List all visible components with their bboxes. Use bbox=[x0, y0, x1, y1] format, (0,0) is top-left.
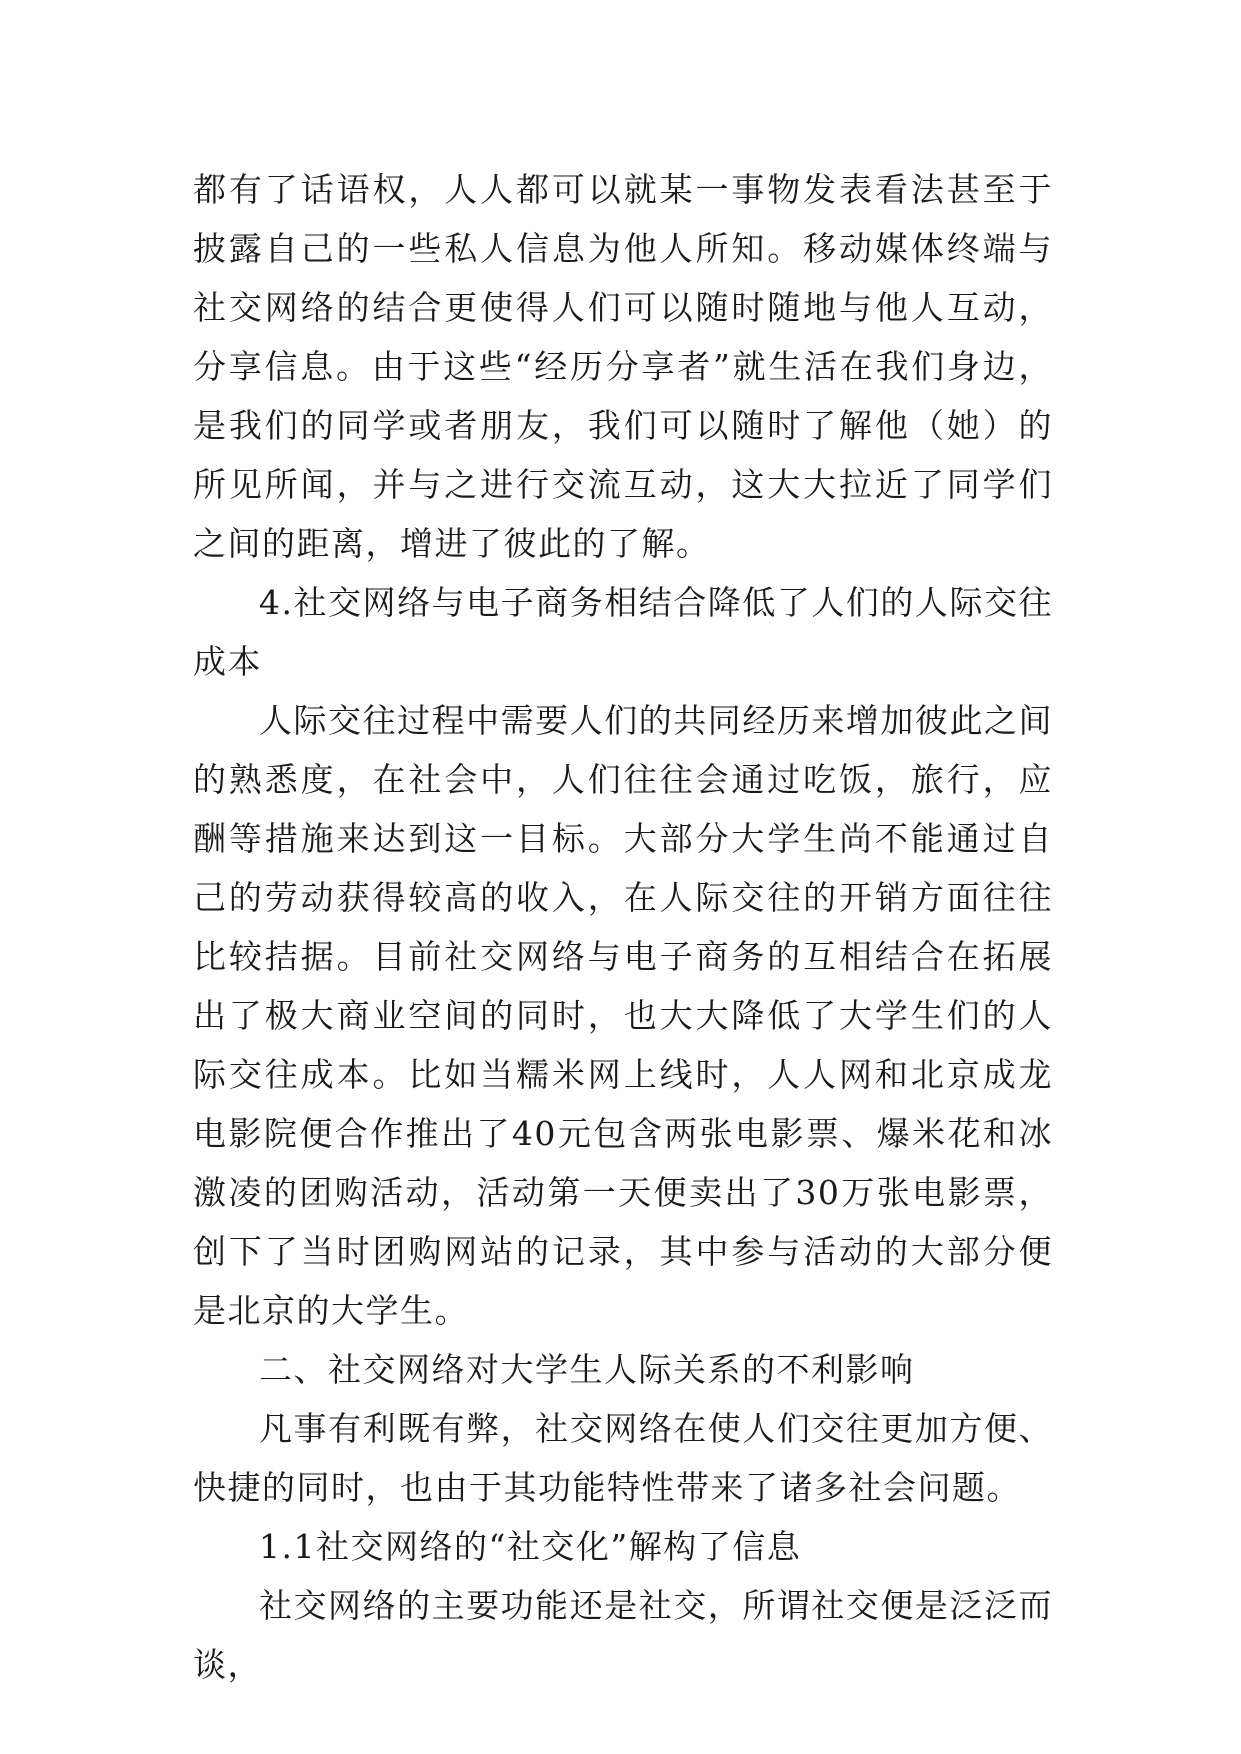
section-heading-1-1: 1.1社交网络的“社交化”解构了信息 bbox=[259, 1527, 802, 1566]
body-paragraph-4: 社交网络的主要功能还是社交，所谓社交便是泛泛而谈， bbox=[193, 1586, 1053, 1684]
section-heading-4: 4.社交网络与电子商务相结合降低了人们的人际交往成本 bbox=[193, 583, 1053, 681]
body-paragraph-3: 凡事有利既有弊，社交网络在使人们交往更加方便、快捷的同时，也由于其功能特性带来了诸多社会问题。 bbox=[193, 1409, 1053, 1507]
body-paragraph-2: 人际交往过程中需要人们的共同经历来增加彼此之间的熟悉度，在社会中，人们往往会通过吃饭，旅行，应酬等措施来达到这一目标。大部分大学生尚不能通过自己的劳动获得较高的收入，在人际交往的开销方面往往比较拮据。目前社交网络与电子商务的互相结合在拓展出了极大商业空间的同时，也大大降低了大学生们的人际交往成本。比如当糯米网上线时，人人网和北京成龙电影院便合作推出了40元包含两张电影票、爆米花和冰激凌的团购活动，活动第一天便卖出了30万张电影票，创下了当时团购网站的记录，其中参与活动的大部分便是北京的大学生。 bbox=[193, 701, 1053, 1330]
document-page bbox=[193, 160, 1053, 1694]
body-paragraph-1: 都有了话语权，人人都可以就某一事物发表看法甚至于披露自己的一些私人信息为他人所知。移动媒体终端与社交网络的结合更使得人们可以随时随地与他人互动，分享信息。由于这些“经历分享者”就生活在我们身边，是我们的同学或者朋友，我们可以随时了解他（她）的所见所闻，并与之进行交流互动，这大大拉近了同学们之间的距离，增进了彼此的了解。 bbox=[193, 170, 1053, 563]
chapter-heading-2: 二、社交网络对大学生人际关系的不利影响 bbox=[259, 1350, 915, 1389]
